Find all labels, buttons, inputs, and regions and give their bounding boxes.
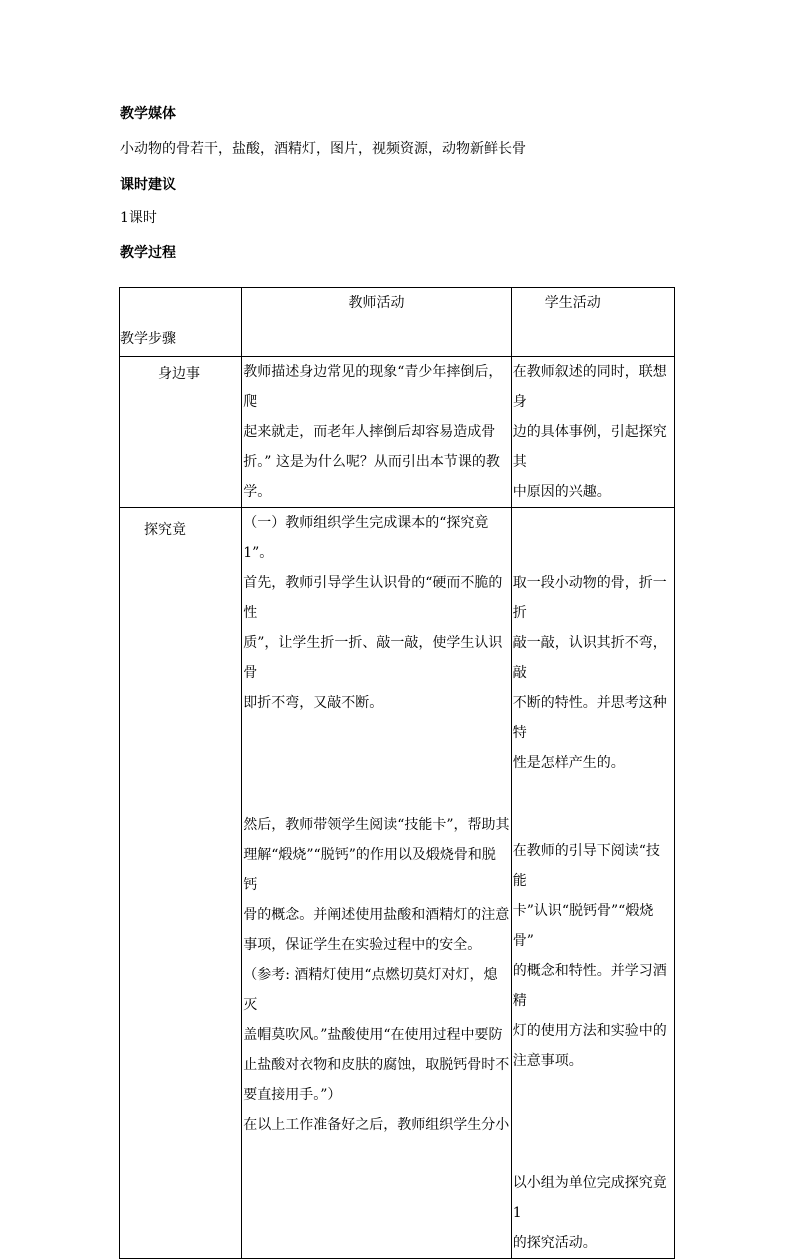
hours-heading: 课时建议 <box>120 177 176 193</box>
teacher-line: 盖帽莫吹风。”盐酸使用“在使用过程中要防 <box>243 1027 503 1043</box>
student-line: 在教师的引导下阅读“技能 <box>512 843 660 889</box>
table-header-row <box>120 288 675 357</box>
teacher-line: 折。” 这是为什么呢？从而引出本节课的教 <box>243 454 500 470</box>
process-heading: 教学过程 <box>120 245 176 261</box>
teacher-line: 止盐酸对衣物和皮肤的腐蚀，取脱钙骨时不 <box>243 1057 510 1073</box>
student-line: 中原因的兴趣。 <box>512 484 611 500</box>
teacher-line: （一）教师组织学生完成课本的“探究竟 1”。 <box>243 515 489 561</box>
table-row <box>120 357 675 508</box>
teacher-line: 事项，保证学生在实验过程中的安全。 <box>243 937 482 953</box>
teacher-line: 即折不弯，又敲不断。 <box>243 695 384 711</box>
teacher-line: 在以上工作准备好之后，教师组织学生分小 <box>243 1117 510 1133</box>
teacher-line: 要直接用手。”） <box>243 1087 342 1103</box>
student-line: 注意事项。 <box>512 1053 583 1069</box>
media-text: 小动物的骨若干，盐酸，酒精灯，图片，视频资源，动物新鲜长骨 <box>120 141 526 157</box>
step-name: 探究竟 <box>144 522 186 538</box>
teacher-line: 质”，让学生折一折、敲一敲，使学生认识骨 <box>243 635 503 681</box>
header-student-cell <box>511 288 674 357</box>
teacher-line: 然后，教师带领学生阅读“技能卡”，帮助其 <box>243 817 510 833</box>
student-line: 性是怎样产生的。 <box>512 755 625 771</box>
step-name: 身边事 <box>158 366 200 382</box>
header-step-label: 教学步骤 <box>120 331 176 347</box>
media-heading: 教学媒体 <box>120 106 176 122</box>
teacher-line: 首先，教师引导学生认识骨的“硬而不脆的性 <box>243 575 503 621</box>
teacher-line: 起来就走，而老年人摔倒后却容易造成骨 <box>243 424 496 440</box>
teacher-line: （参考: 酒精灯使用“点燃切莫灯对灯，熄灭 <box>243 967 498 1013</box>
teacher-line: 理解“煅烧”“脱钙”的作用以及煅烧骨和脱钙 <box>243 847 496 893</box>
teacher-activity-cell <box>242 357 511 508</box>
student-line: 灯的使用方法和实验中的 <box>512 1023 667 1039</box>
teacher-activity-cell <box>242 508 511 1259</box>
student-line: 以小组为单位完成探究竟 1 <box>512 1175 667 1221</box>
step-cell <box>120 357 242 508</box>
table-row <box>120 508 675 1259</box>
student-line: 敲一敲，认识其折不弯，敲 <box>512 635 667 681</box>
student-line: 的概念和特性。并学习酒精 <box>512 963 667 1009</box>
lesson-process-table <box>119 287 675 1259</box>
student-line: 在教师叙述的同时，联想身 <box>512 364 667 410</box>
header-teacher-cell <box>242 288 511 357</box>
header-teacher-label: 教师活动 <box>348 295 405 311</box>
step-cell <box>120 508 242 1259</box>
student-activity-cell <box>511 357 674 508</box>
student-line: 不断的特性。并思考这种特 <box>512 695 667 741</box>
student-line: 取一段小动物的骨，折一折 <box>512 575 667 621</box>
student-line: 的探究活动。 <box>512 1235 597 1251</box>
student-line: 卡”认识“脱钙骨”“煅烧骨” <box>512 903 654 949</box>
teacher-line: 教师描述身边常见的现象“青少年摔倒后，爬 <box>243 364 503 410</box>
header-student-label: 学生活动 <box>544 295 601 311</box>
student-activity-cell <box>511 508 674 1259</box>
teacher-line: 学。 <box>243 484 272 500</box>
hours-text: 1课时 <box>120 210 157 226</box>
header-step-cell <box>120 288 242 357</box>
student-line: 边的具体事例，引起探究其 <box>512 424 667 470</box>
teacher-line: 骨的概念。并阐述使用盐酸和酒精灯的注意 <box>243 907 510 923</box>
